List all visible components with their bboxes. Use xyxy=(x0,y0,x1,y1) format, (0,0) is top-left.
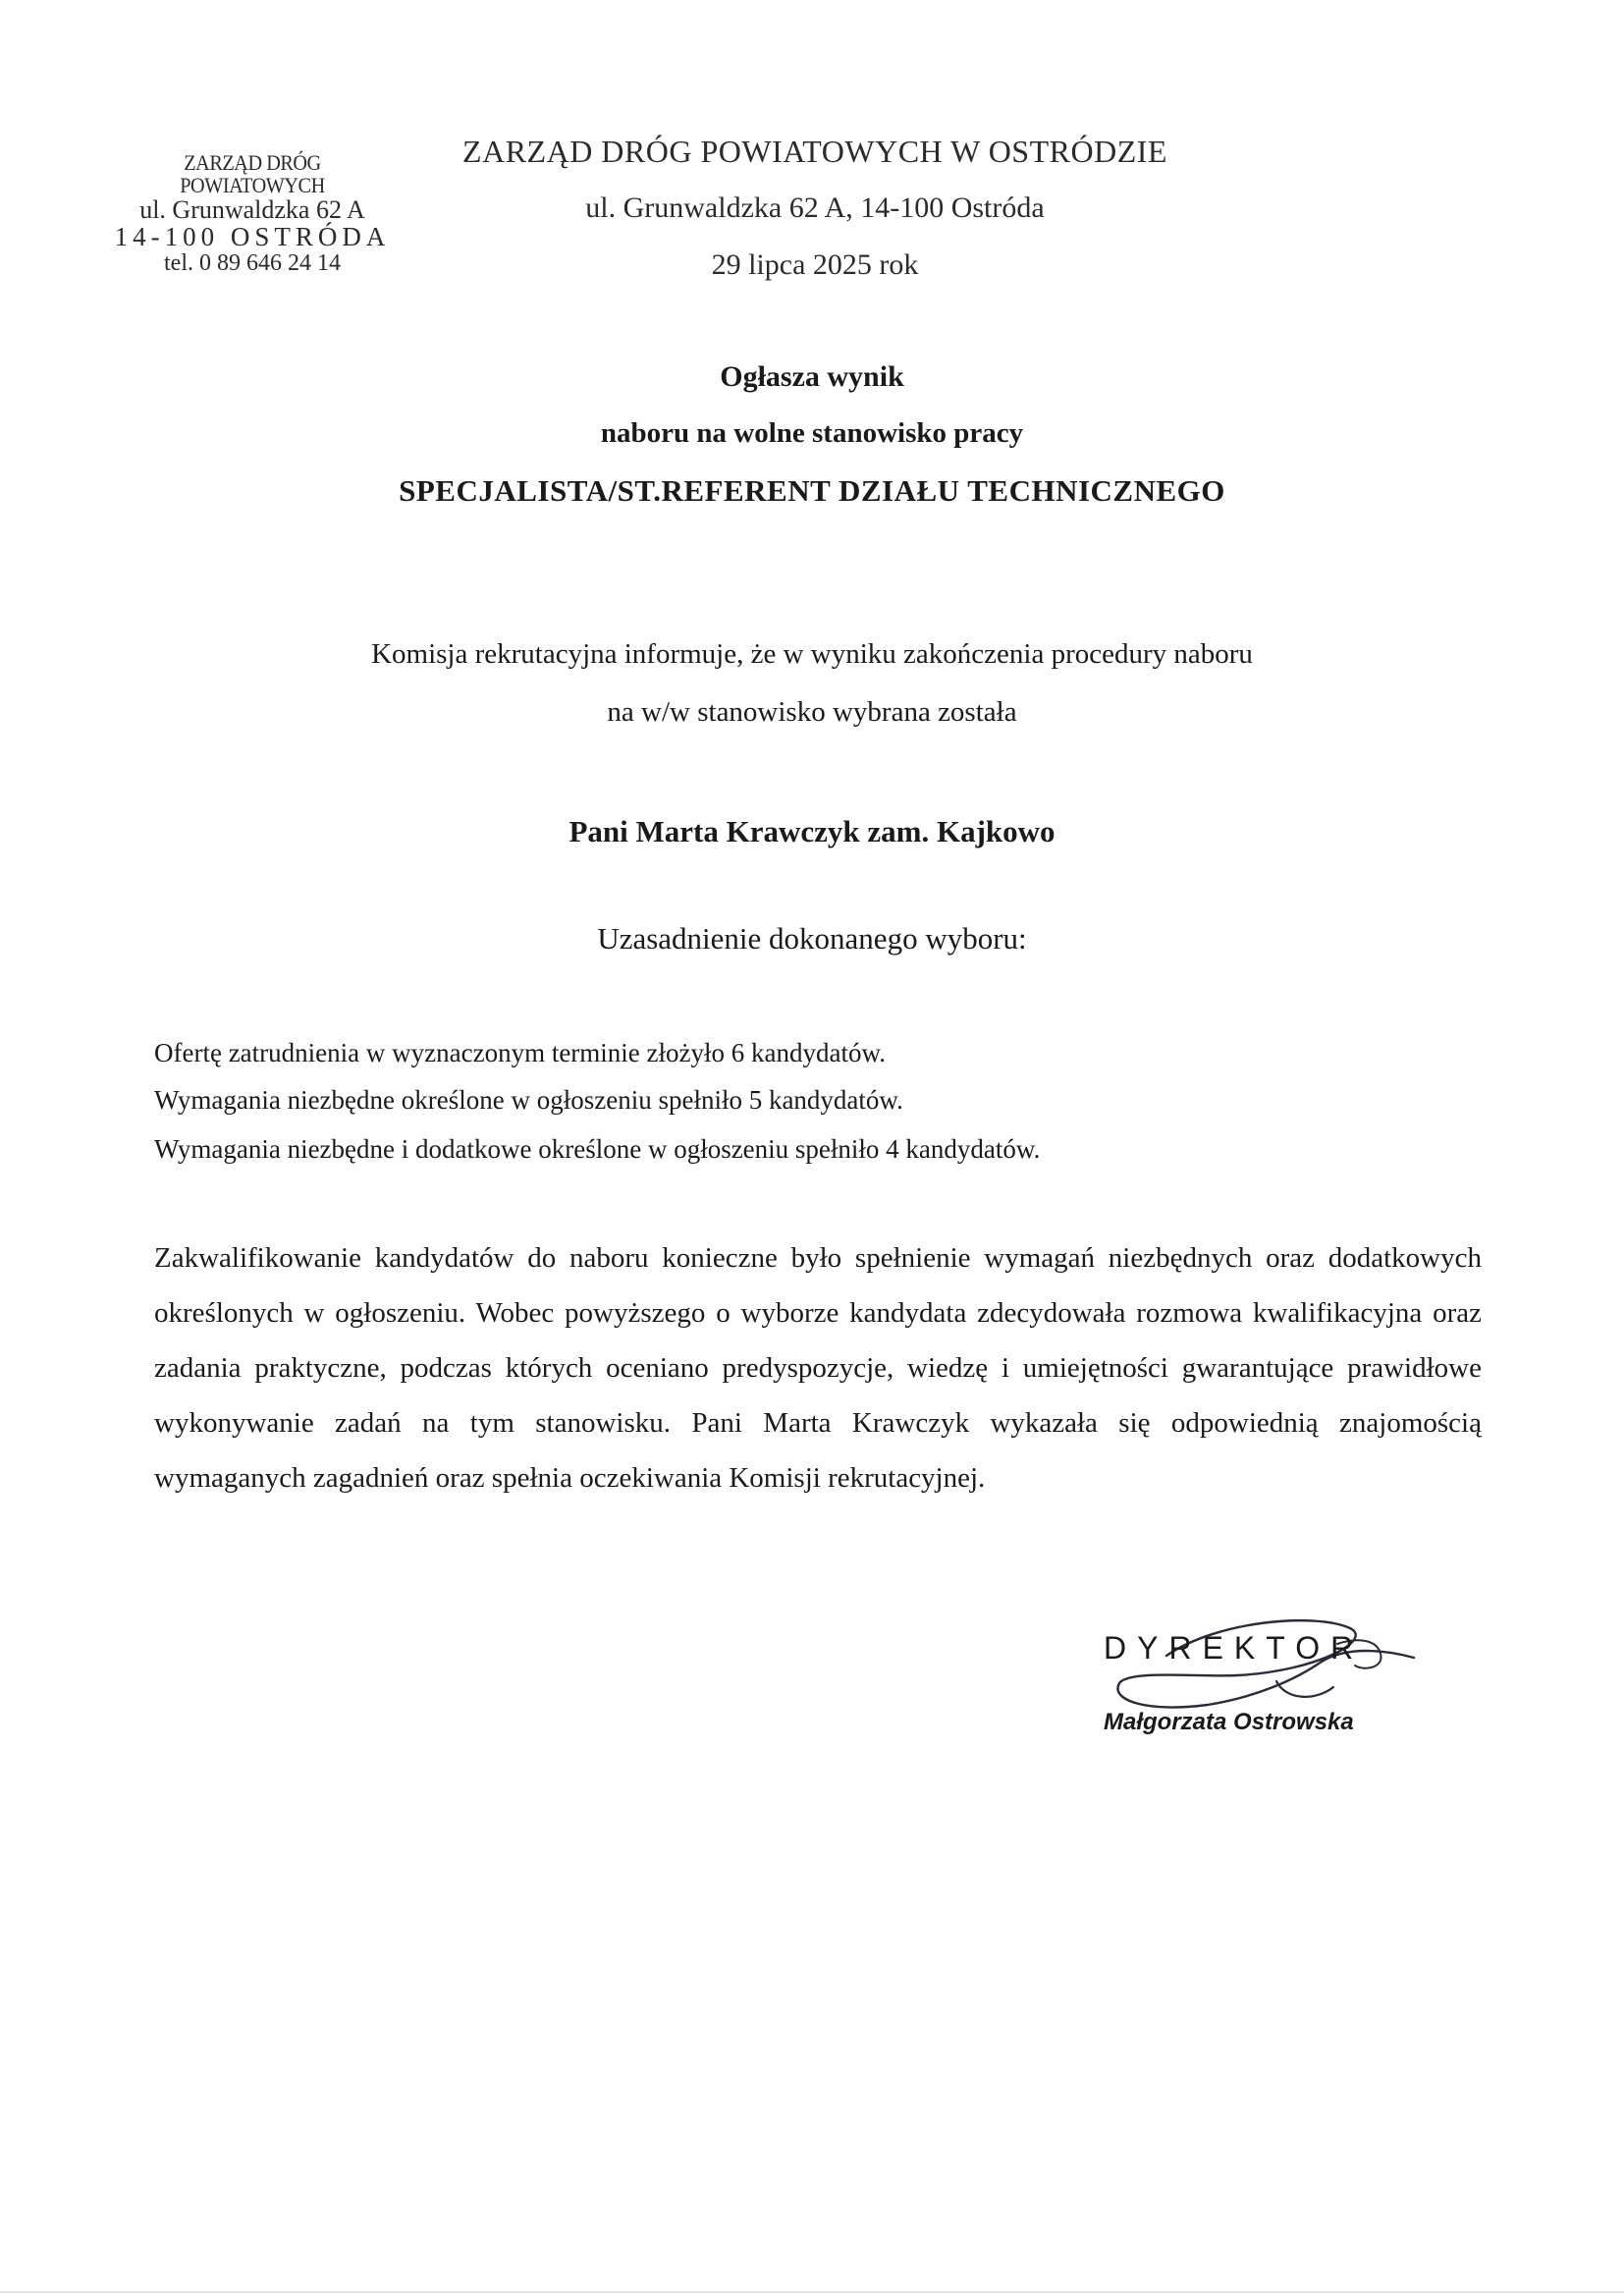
header-date: 29 lipca 2025 rok xyxy=(711,248,919,281)
header-organization: ZARZĄD DRÓG POWIATOWYCH W OSTRÓDZIE xyxy=(462,134,1167,169)
stamp-city: 14-100 OSTRÓDA xyxy=(114,222,391,252)
stat-line-offers: Ofertę zatrudnienia w wyznaczonym terminie złożyło 6 kandydatów. xyxy=(154,1038,886,1067)
justification-paragraph: Zakwalifikowanie kandydatów do naboru konieczne było spełnienie wymagań niezbędnych oraz dodatkowych określonych w ogłoszeniu. Wobec powyższego o wyborze kandydata zdecydowała rozmowa kwalifikacyjna oraz zadania praktyczne, podczas których oceniano predyspozycje, wiedzę i umiejętności gwarantujące prawidłowe wykonywanie zadań na tym stanowisku. Pani Marta Krawczyk wykazała się odpowiednią znajomością wymaganych zagadnień oraz spełnia oczekiwania Komisji rekrutacyjnej. xyxy=(154,1242,1482,1494)
stamp-phone: tel. 0 89 646 24 14 xyxy=(164,249,341,276)
stat-line-required: Wymagania niezbędne określone w ogłoszeniu spełniło 5 kandydatów. xyxy=(154,1085,903,1115)
justification-heading: Uzasadnienie dokonanego wyboru: xyxy=(597,921,1027,956)
stat-line-additional: Wymagania niezbędne i dodatkowe określone w ogłoszeniu spełniło 4 kandydatów. xyxy=(154,1134,1041,1164)
signature-name: Małgorzata Ostrowska xyxy=(1104,1709,1354,1735)
institution-stamp xyxy=(110,151,395,276)
announcement-subtitle: naboru na wolne stanowisko pracy xyxy=(600,417,1024,449)
director-signature-stamp xyxy=(1090,1611,1443,1768)
position-name: SPECJALISTA/ST.REFERENT DZIAŁU TECHNICZNEGO xyxy=(399,473,1225,508)
stamp-street: ul. Grunwaldzka 62 A xyxy=(139,195,365,225)
announcement-title: Ogłasza wynik xyxy=(720,360,904,393)
header-address: ul. Grunwaldzka 62 A, 14-100 Ostróda xyxy=(585,191,1045,224)
selected-candidate: Pani Marta Krawczyk zam. Kajkowo xyxy=(568,814,1056,848)
page-bottom-edge xyxy=(0,2291,1624,2293)
stamp-name: ZARZĄD DRÓG POWIATOWYCH xyxy=(180,150,325,198)
intro-line-2: na w/w stanowisko wybrana została xyxy=(607,696,1017,728)
signature-title: DYREKTOR xyxy=(1104,1630,1365,1666)
intro-line-1: Komisja rekrutacyjna informuje, że w wyniku zakończenia procedury naboru xyxy=(371,638,1253,670)
